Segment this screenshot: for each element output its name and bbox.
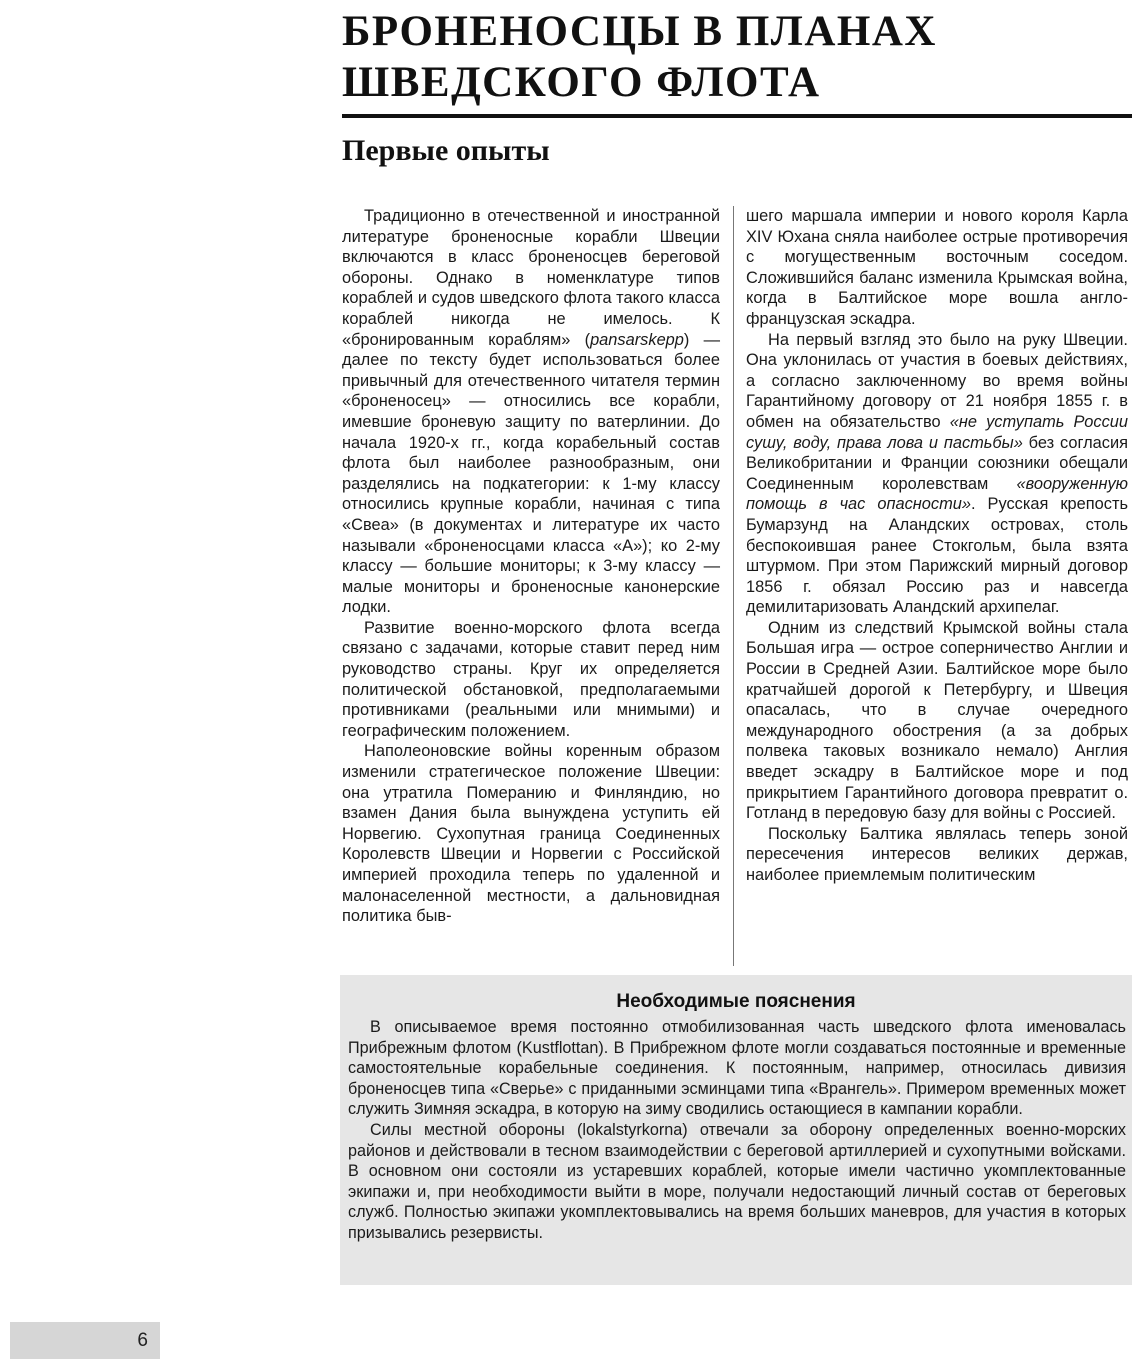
- paragraph: Поскольку Балтика являлась теперь зоной пересечения интересов великих держав, наиболее приемлемым политическим: [746, 824, 1128, 884]
- paragraph: Одним из следствий Крымской войны стала Большая игра — острое соперничество Англии и России в Средней Азии. Балтийское море было кратчайшей дорогой к Петербургу, и Швеция опасалась, что в случае очередного международного обострения (а за добрых полвека таковых возникало немало) Англия введет эскадру в Балтийское море и под прикрытием Гарантийного договора превратит о. Готланд в передовую базу для войны с Россией.: [746, 618, 1128, 823]
- chapter-title-line-1: БРОНЕНОСЦЫ В ПЛАНАХ: [342, 8, 937, 55]
- paragraph: Развитие военно-морского флота всегда связано с задачами, которые ставит перед ним руководство страны. Круг их определяется политической обстановкой, предполагаемыми противниками (реальными или мнимыми) и географическим положением.: [342, 618, 720, 740]
- paragraph: [342, 206, 720, 618]
- note-paragraph: В описываемое время постоянно отмобилизованная часть шведского флота именовалась Прибрежным флотом (Kustflottan). В Прибрежном флоте могли создаваться постоянные и временные самостоятельные корабельные соединения. К постоянным, например, относилась дивизия броненосцев типа «Сверье» с приданными эсминцами типа «Врангель». Примером временных может служить Зимняя эскадра, в которую на зиму сводились остающиеся в кампании корабли.: [348, 1018, 1126, 1119]
- note-paragraph: Силы местной обороны (lokalstyrkorna) отвечали за оборону определенных военно-морских районов и действовали в тесном взаимодействии с береговой артиллерией и сухопутными войсками. В основном они состояли из устаревших кораблей, которые имели частично укомплектованные экипажи и, при необходимости выйти в море, получали недостающий личный состав от береговых служб. Полностью экипажи укомплектовывались на время больших маневров, для участия в которых призывались резервисты.: [348, 1120, 1126, 1242]
- term-italic: pansarskepp: [590, 330, 684, 349]
- paragraph-text: На первый взгляд это было на руку Швеции. Она уклонилась от участия в боевых действиях, а согласно заключенному во время войны Гарантийному договору от 21 ноября 1855 г. в обмен на обязательство: [746, 330, 1128, 431]
- quote-italic: «не уступать России сушу, воду, права лова и пастьбы»: [746, 412, 1128, 452]
- paragraph-text: без согласия Великобритании и Франции союзники обещали Соединенным королевствам: [746, 433, 1128, 493]
- section-heading: Первые опыты: [342, 134, 550, 167]
- sidebar-note-box: [340, 975, 1132, 1285]
- note-body: [340, 1017, 1132, 1244]
- chapter-title-line-2: ШВЕДСКОГО ФЛОТА: [342, 59, 821, 106]
- text-column-left: [342, 206, 720, 927]
- page-number: 6: [137, 1330, 148, 1351]
- paragraph: [746, 330, 1128, 618]
- paragraph-text: ) — далее по тексту будет использоваться более привычный для отечественного читателя термин «броненосец» — относились все корабли, имевшие броневую защиту по ватерлинии. До начала 1920-х гг., когда корабельный состав флота был наиболее разнообразным, они разделялись на подкатегории: к 1-му классу относились крупные корабли, начиная с типа «Свеа» (в документах и литературе их часто называли «броненосцами класса «А»); ко 2-му классу — большие мониторы; к 3-му классу — малые мониторы и броненосные канонерские лодки.: [342, 330, 720, 617]
- paragraph: Наполеоновские войны коренным образом изменили стратегическое положение Швеции: она утратила Померанию и Финляндию, но взамен Дания была вынуждена уступить ей Норвегию. Сухопутная граница Соединенных Королевств Швеции и Норвегии с Российской империей проходила теперь по удаленной и малонаселенной местности, а дальновидная политика быв-: [342, 742, 720, 926]
- column-divider: [733, 206, 734, 966]
- page-number-tab: [10, 1322, 160, 1359]
- text-column-right: [746, 206, 1128, 886]
- title-underline: [342, 114, 1132, 118]
- chapter-title: [342, 6, 1132, 108]
- paragraph-text: . Русская крепость Бумарзунд на Аландских островах, столь беспокоившая ранее Стокгольм, была взята штурмом. При этом Парижский мирный договор 1856 г. обязал Россию раз и навсегда демилитаризовать Аландский архипелаг.: [746, 495, 1128, 617]
- quote-italic: «вооруженную помощь в час опасности»: [746, 474, 1128, 514]
- note-title: Необходимые пояснения: [616, 991, 856, 1012]
- paragraph-text: Традиционно в отечественной и иностранной литературе броненосные корабли Швеции включаются в класс броненосцев береговой обороны. Однако в номенклатуре типов кораблей и судов шведского флота такого класса кораблей никогда не имелось. К «бронированным кораблям» (: [342, 207, 720, 349]
- paragraph: шего маршала империи и нового короля Карла XIV Юхана сняла наиболее острые противоречия с могущественным восточным соседом. Сложившийся баланс изменила Крымская война, когда в Балтийское море вошла англо-французская эскадра.: [746, 207, 1128, 328]
